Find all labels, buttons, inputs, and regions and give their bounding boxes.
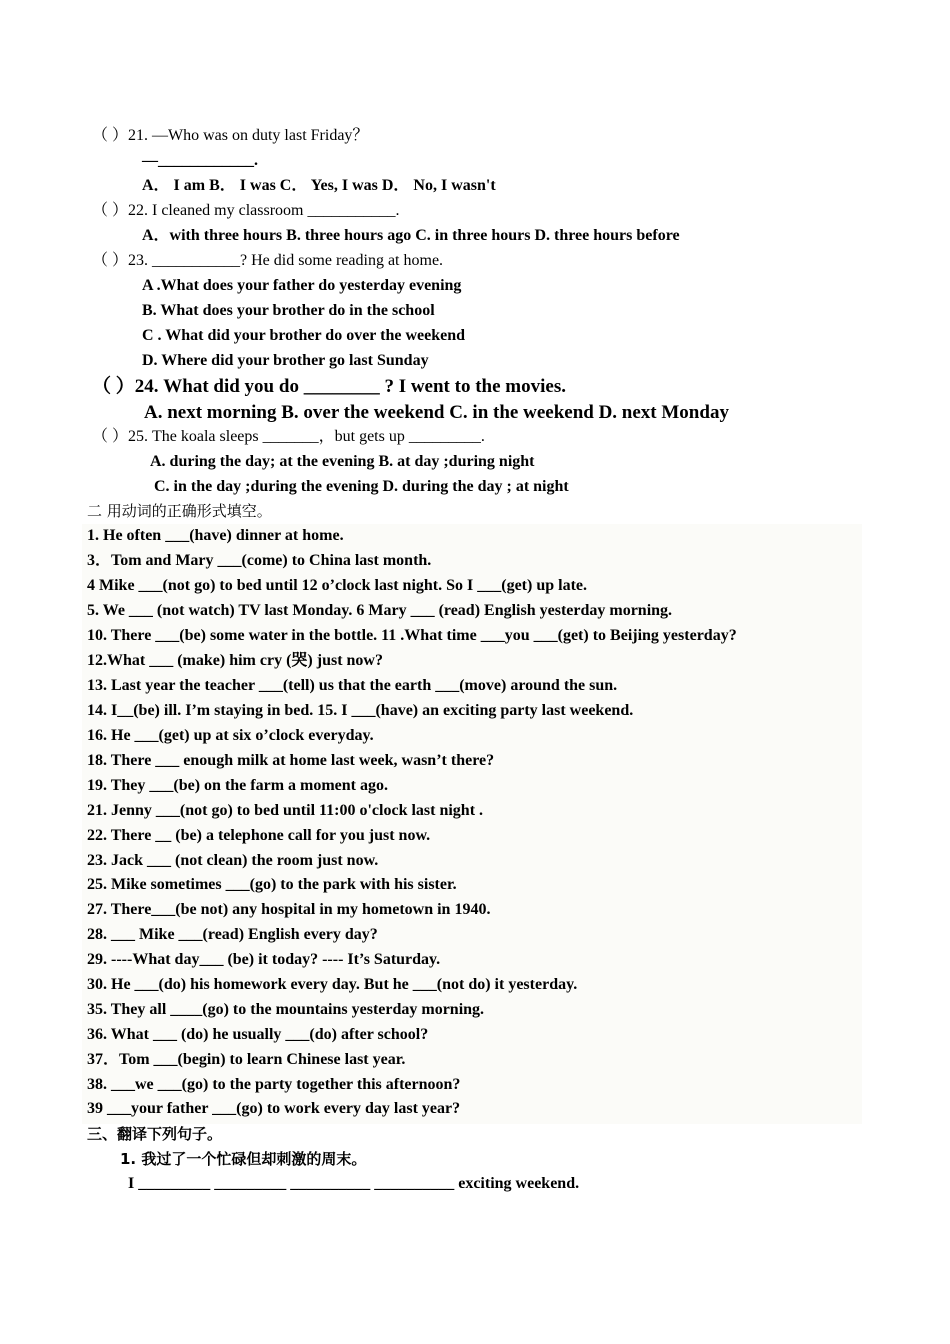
question-25: （ ）25. The koala sleeps _______，but gets up _________. xyxy=(92,428,485,445)
section-2-item: 18. There ___ enough milk at home last week, wasn’t there? xyxy=(87,752,495,769)
section-2-item: 25. Mike sometimes ___(go) to the park with his sister. xyxy=(87,876,457,893)
section-3-answer-1: I _________ _________ __________ __________ exciting weekend. xyxy=(128,1175,580,1192)
section-2-heading: 二 用动词的正确形式填空。 xyxy=(87,502,272,520)
question-23-option-b: B. What does your brother do in the school xyxy=(142,302,435,319)
question-23-option-d: D. Where did your brother go last Sunday xyxy=(142,352,429,369)
section-2-item: 3．Tom and Mary ___(come) to China last month. xyxy=(87,552,432,569)
section-2-item: 38. ___we ___(go) to the party together this afternoon? xyxy=(87,1076,461,1093)
section-2-item: 12.What ___ (make) him cry (哭) just now? xyxy=(87,652,383,669)
section-2-item: 28. ___ Mike ___(read) English every day? xyxy=(87,926,378,943)
section-2-item: 13. Last year the teacher ___(tell) us that the earth ___(move) around the sun. xyxy=(87,677,618,694)
section-2-item: 5. We ___ (not watch) TV last Monday. 6 Mary ___ (read) English yesterday morning. xyxy=(87,602,673,619)
section-2-item: 36. What ___ (do) he usually ___(do) after school? xyxy=(87,1026,429,1043)
section-2-item: 35. They all ____(go) to the mountains yesterday morning. xyxy=(87,1001,485,1018)
question-24-options: A. next morning B. over the weekend C. in the weekend D. next Monday xyxy=(144,402,729,423)
question-21: （ ）21. —Who was on duty last Friday？ xyxy=(92,127,369,144)
section-2-item: 14. I__(be) ill. I’m staying in bed. 15. I ___(have) an exciting party last weekend. xyxy=(87,702,634,719)
question-25-options-ab: A. during the day; at the evening B. at day ;during night xyxy=(150,453,535,470)
question-21-options: A． I am B． I was C． Yes, I was D． No, I wasn't xyxy=(142,177,496,194)
question-23: （ ）23. ___________? He did some reading at home. xyxy=(92,252,444,269)
section-2-item: 16. He ___(get) up at six o’clock everyday. xyxy=(87,727,374,744)
section-2-item: 27. There___(be not) any hospital in my hometown in 1940. xyxy=(87,901,491,918)
section-2-item: 4 Mike ___(not go) to bed until 12 o’clock last night. So I ___(get) up late. xyxy=(87,577,587,594)
section-2-item: 23. Jack ___ (not clean) the room just now. xyxy=(87,852,379,869)
section-2-item: 10. There ___(be) some water in the bottle. 11 .What time ___you ___(get) to Beijing yesterday? xyxy=(87,627,737,644)
question-22-options: A．with three hours B. three hours ago C. in three hours D. three hours before xyxy=(142,227,680,244)
question-23-option-a: A .What does your father do yesterday evening xyxy=(142,277,462,294)
question-21-answer-line: —____________. xyxy=(142,152,258,169)
section-3-heading: 三、翻译下列句子。 xyxy=(87,1125,223,1143)
section-2-item: 29. ----What day___ (be) it today? ---- It’s Saturday. xyxy=(87,951,441,968)
section-2-item: 37．Tom ___(begin) to learn Chinese last year. xyxy=(87,1051,406,1068)
section-2-item: 21. Jenny ___(not go) to bed until 11:00 o'clock last night . xyxy=(87,802,484,819)
question-22: （ ）22. I cleaned my classroom ___________. xyxy=(92,202,400,219)
question-25-options-cd: C. in the day ;during the evening D. during the day ; at night xyxy=(154,478,569,495)
section-2-item: 19. They ___(be) on the farm a moment ago. xyxy=(87,777,389,794)
question-23-option-c: C . What did your brother do over the weekend xyxy=(142,327,465,344)
section-2-item: 22. There __ (be) a telephone call for you just now. xyxy=(87,827,431,844)
section-3-question-1: 1. 我过了一个忙碌但却刺激的周末。 xyxy=(120,1150,367,1168)
section-2-item: 1. He often ___(have) dinner at home. xyxy=(87,527,344,544)
question-24: （ ）24. What did you do ________ ? I went to the movies. xyxy=(92,376,566,397)
section-2-item: 30. He ___(do) his homework every day. But he ___(not do) it yesterday. xyxy=(87,976,578,993)
section-2-item: 39 ___your father ___(go) to work every day last year? xyxy=(87,1100,461,1117)
